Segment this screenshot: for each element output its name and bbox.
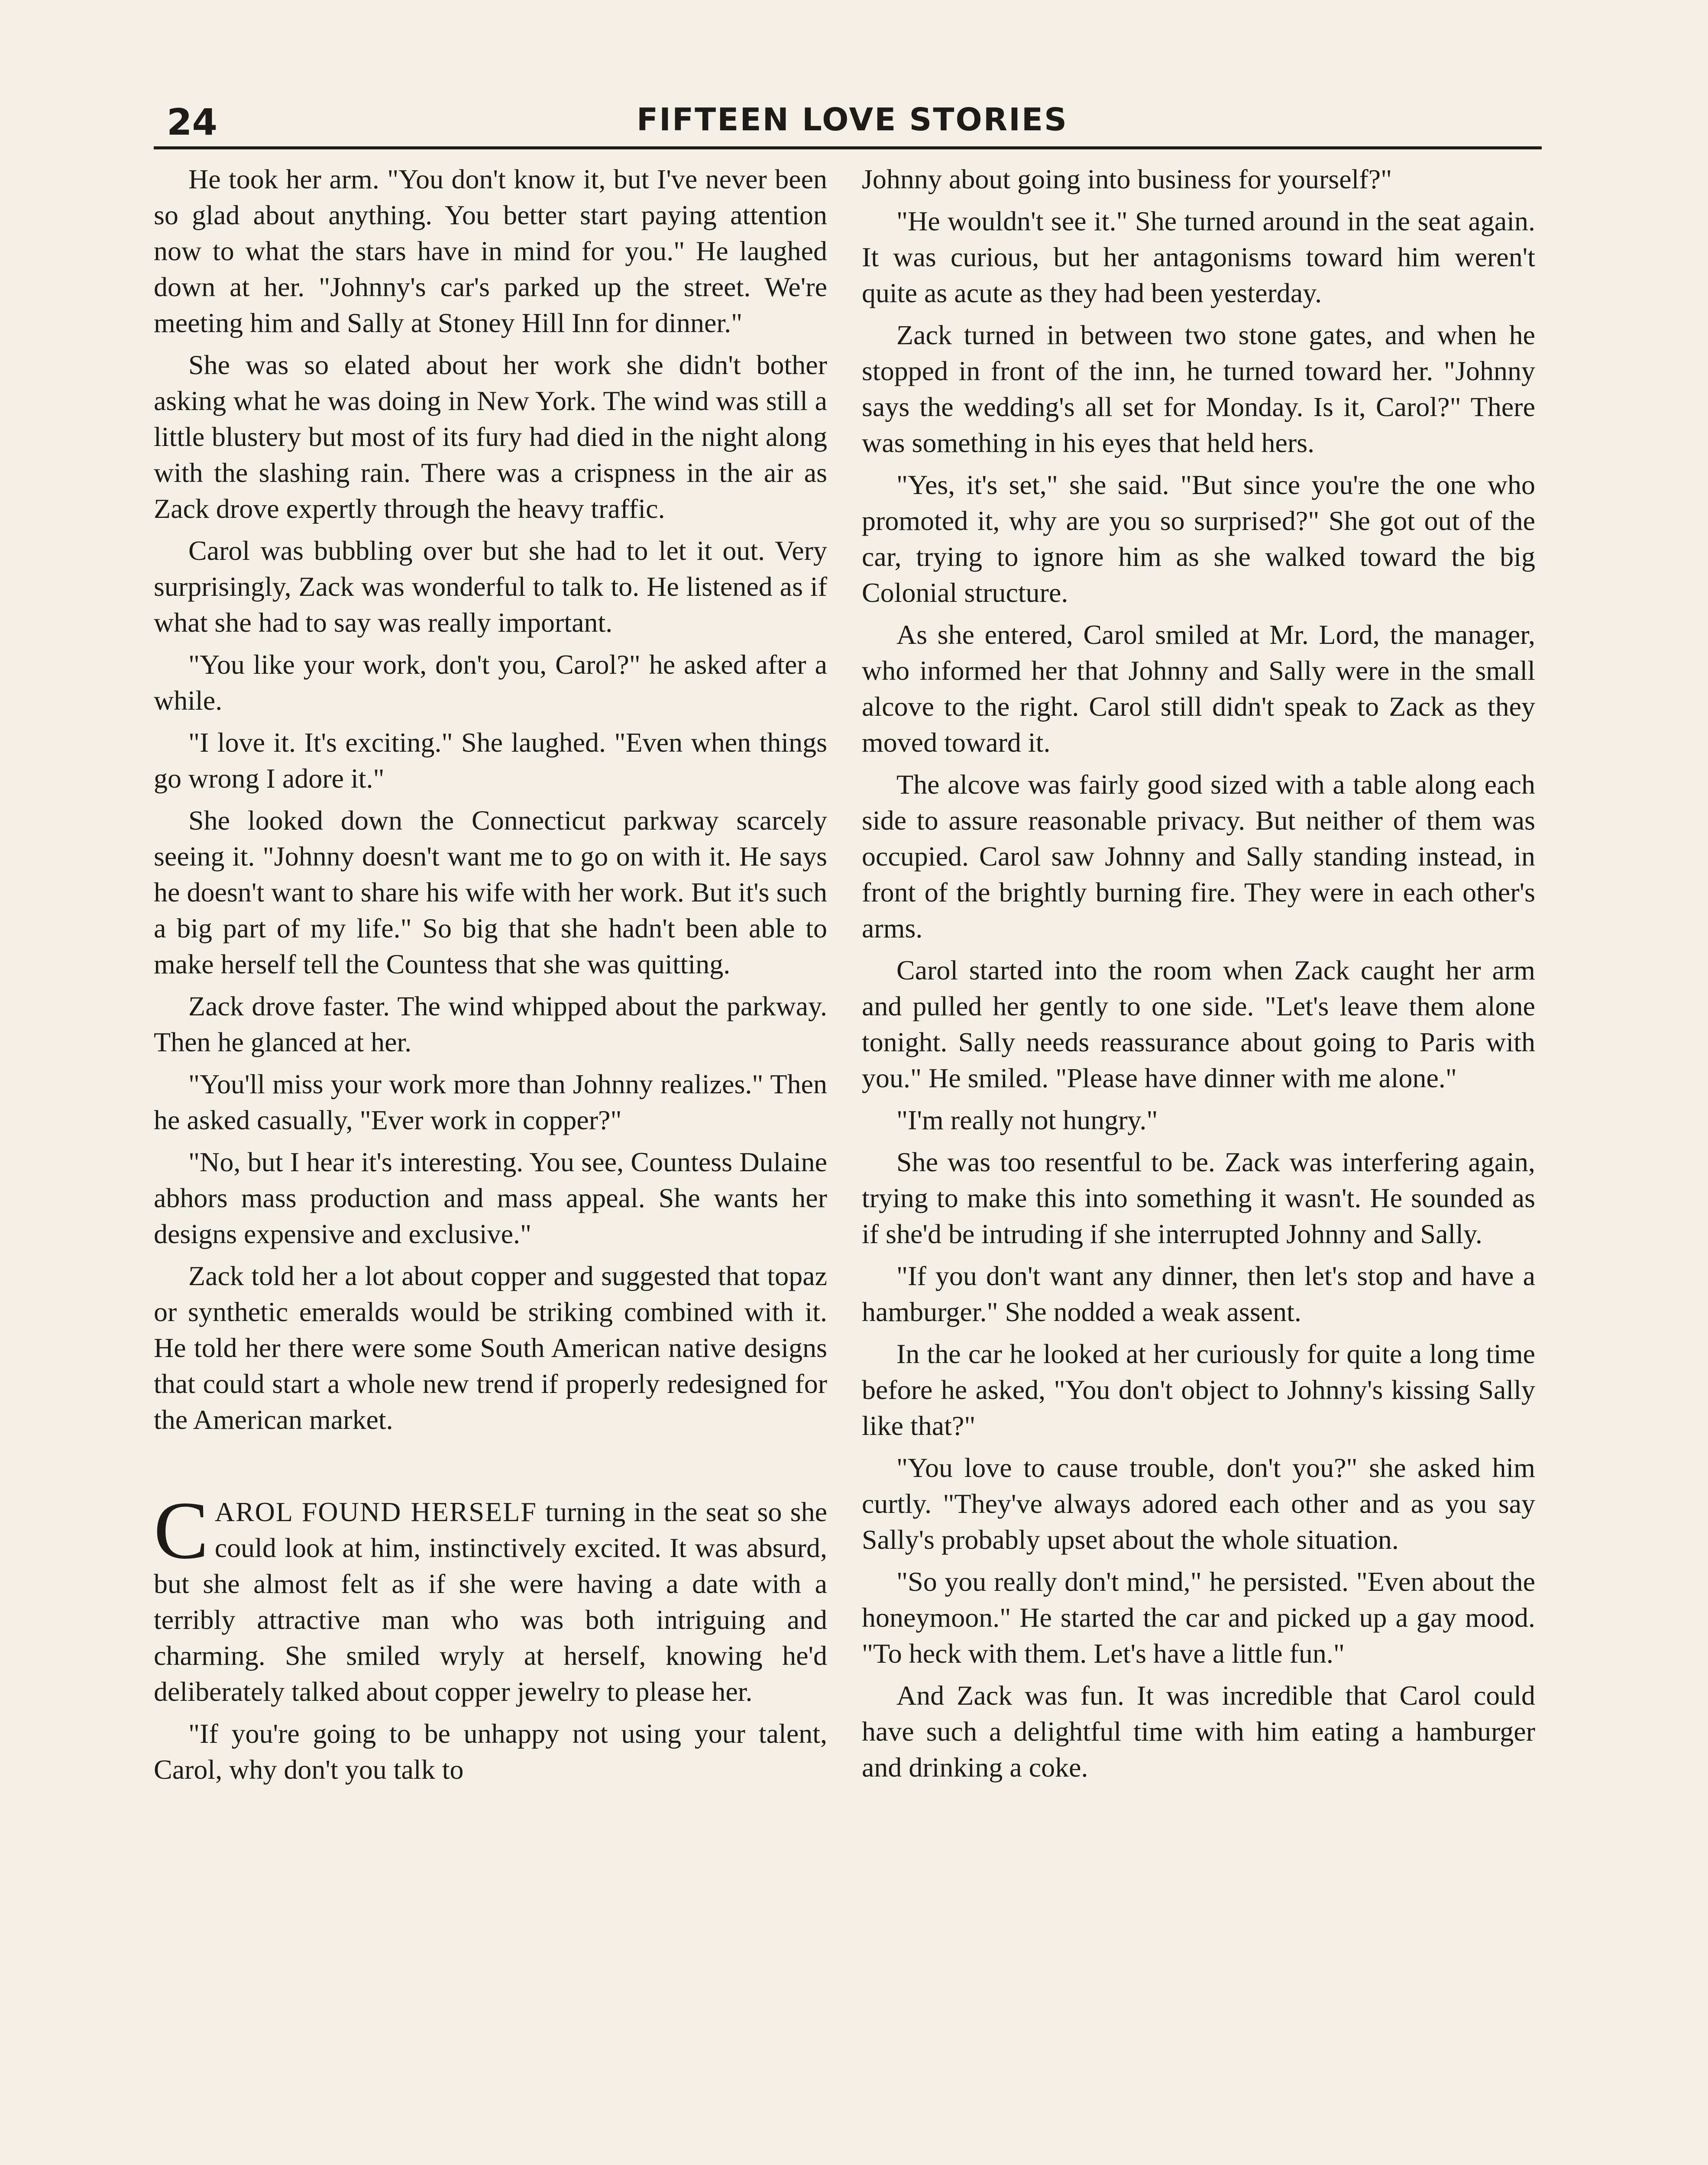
paragraph: "He wouldn't see it." She turned around in the seat again. It was curious, but her antagonisms toward him weren't quite as acute as they had been yesterday. [862,206,1535,308]
paragraph: "No, but I hear it's interesting. You see, Countess Dulaine abhors mass production and mass appeal. She wants her designs expensive and exclusive." [154,1147,827,1249]
paragraph: She was too resentful to be. Zack was interfering again, trying to make this into something it wasn't. He sounded as if she'd be intruding if she interrupted Johnny and Sally. [862,1147,1535,1249]
paragraph: Zack turned in between two stone gates, and when he stopped in front of the inn, he turned toward her. "Johnny says the wedding's all set for Monday. Is it, Carol?" There was something in his eyes that held hers. [862,320,1535,458]
paragraph: Zack told her a lot about copper and suggested that topaz or synthetic emeralds would be striking combined with it. He told her there were some South American native designs that could start a whole new trend if properly redesigned for the American market. [154,1260,827,1435]
paragraph: In the car he looked at her curiously for quite a long time before he asked, "You don't object to Johnny's kissing Sally like that?" [862,1338,1535,1441]
paragraph: "You love to cause trouble, don't you?" she asked him curtly. "They've always adored each other and as you say Sally's probably upset about the whole situation. [862,1452,1535,1555]
paragraph: "So you really don't mind," he persisted. "Even about the honeymoon." He started the car and picked up a gay mood. "To heck with them. Let's have a little fun." [862,1566,1535,1669]
paragraph: She was so elated about her work she didn't bother asking what he was doing in New York. The wind was still a little blustery but most of its fury had died in the night along with the slashing rain. There was a crispness in the air as Zack drove expertly through the heavy traffic. [154,349,827,524]
continued-paragraph: Johnny about going into business for yourself?" [862,164,1392,194]
drop-cap: C [154,1485,209,1576]
paragraph: "You'll miss your work more than Johnny realizes." Then he asked casually, "Ever work in copper?" [154,1069,827,1135]
paragraph: "You like your work, don't you, Carol?" he asked after a while. [154,649,827,716]
paragraph: Carol was bubbling over but she had to let it out. Very surprisingly, Zack was wonderful to talk to. He listened as if what she had to say was really important. [154,535,827,638]
magazine-title: FIFTEEN LOVE STORIES [637,101,1068,138]
section-opening-paragraph [154,1485,828,1709]
paragraph: The alcove was fairly good sized with a table along each side to assure reasonable privacy. But neither of them was occupied. Carol saw Johnny and Sally standing instead, in front of the brightly burning fire. They were in each other's arms. [862,769,1535,944]
page-number: 24 [167,101,217,143]
paragraph: Zack drove faster. The wind whipped about the parkway. Then he glanced at her. [154,991,827,1057]
paragraph: "If you're going to be unhappy not using your talent, Carol, why don't you talk to [154,1718,827,1785]
paragraph: "If you don't want any dinner, then let's stop and have a hamburger." She nodded a weak assent. [862,1260,1535,1327]
paragraph: And Zack was fun. It was incredible that Carol could have such a delightful time with him eating a hamburger and drinking a coke. [862,1680,1535,1783]
right-column [862,161,1535,1791]
section-opening-text: turning in the seat so she could look at him, instinctively excited. It was absurd, but she almost felt as if she were having a date with a terribly attractive man who was both intriguing and charming. She smiled wryly at herself, knowing he'd deliberately talked about copper jewelry to please her. [154,1496,828,1707]
paragraph: As she entered, Carol smiled at Mr. Lord, the manager, who informed her that Johnny and Sally were in the small alcove to the right. Carol still didn't speak to Zack as they moved toward it. [862,619,1535,758]
paragraph: Carol started into the room when Zack caught her arm and pulled her gently to one side. "Let's leave them alone tonight. Sally needs reassurance about going to Paris with you." He smiled. "Please have dinner with me alone." [862,955,1535,1093]
paragraph: She looked down the Connecticut parkway scarcely seeing it. "Johnny doesn't want me to go on with it. He says he doesn't want to share his wife with her work. But it's such a big part of my life." So big that she hadn't been able to make herself tell the Countess that she was quitting. [154,805,827,979]
paragraph: "Yes, it's set," she said. "But since you're the one who promoted it, why are you so surprised?" She got out of the car, trying to ignore him as she walked toward the big Colonial structure. [862,469,1535,608]
page-header [154,94,1542,149]
left-column [154,161,827,1793]
paragraph: "I'm really not hungry." [896,1105,1158,1135]
section-lead-in: AROL FOUND HERSELF [214,1496,537,1527]
paragraph: He took her arm. "You don't know it, but I've never been so glad about anything. You better start paying attention now to what the stars have in mind for you." He laughed down at her. "Johnny's car's parked up the street. We're meeting him and Sally at Stoney Hill Inn for dinner." [154,164,827,338]
paragraph: "I love it. It's exciting." She laughed. "Even when things go wrong I adore it." [154,727,827,794]
